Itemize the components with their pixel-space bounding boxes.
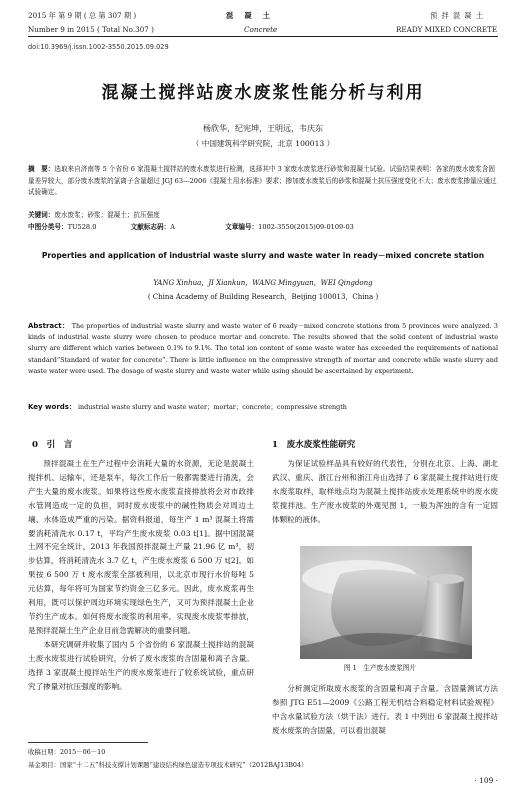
footnote-received: 收稿日期：2015－06－10 [28,748,106,756]
section-0-paragraph: 预拌混凝土在生产过程中会消耗大量的水资源，无论是混凝土搅拌机、运输车，还是泵车，每次工作后一般都需要进行清洗，会产生大量的废水废浆。如果将这些废水废浆直接排放将会对市政排水管网造成一定的负担，同时废水废浆中的碱性物质会对周边土壤、水体造成严重的污染。据资料报道，每生产 1 m³ 混凝土将需要消耗清洗水 0.17 t，平均产生废水废浆 0.03 t[1]。据中国混凝土网不完全统计，2013 年我国预拌混凝土产量 21.96 亿 m³，初步估算，将消耗清洗水 3.7 亿 t，产生废水废浆 6 500 万 t[2]。如果按 6 500 万 t 废水废浆全部被利用，以北京市现行水价每吨 5 元估算，每年将可为国家节约资金三亿多元。因此，废水废浆再生利用，既可以保护周边环境实现绿色生产，又可为预拌混凝土企业节约生产成本。如何将废水废浆的利用率、实现废水废浆零排放，是预拌混凝土生产企业目前急需解决的重要问题。 [28,459,254,635]
english-abstract-label: Abstract： [28,322,70,330]
figure-1-photo [300,546,472,659]
article-no-value: 1002-3550(2015)09-0109-03 [258,223,354,231]
page-number: · 109 · [474,776,498,785]
section-1-paragraph: 为保证试验样品具有较好的代表性，分别在北京、上海、湖北武汉、重庆、浙江台州和浙江舟山选择了 6 家混凝土搅拌站进行废水废浆取样，取样地点均为混凝土搅拌站废水处理系统中的废水废浆搅拌池。生产废水废浆的外观见图 1，一般为浑浊的含有一定固体颗粒的液体。 [272,459,498,524]
doc-code-label: 文献标志码： [130,223,171,231]
header-number: Number 9 in 2015 ( Total No.307 ) [28,25,154,34]
english-authors: YANG Xinhua，JI Xiankun，WANG Mingyuan，WEI Qingdong [153,279,373,287]
english-affiliation: ( China Academy of Building Research，Beijing 100013，China ) [147,293,379,301]
header-section-cn: 预 拌 混 凝 土 [430,11,485,20]
header-journal-en: Concrete [244,25,278,34]
footnote-rule [28,742,148,743]
english-keywords-text: industrial waste slurry and waste water；mortar；concrete；compressive strength [78,403,347,411]
section-0-heading: 0 引 言 [32,440,73,450]
section-1-body [272,457,498,527]
authors: 杨欣华，纪宪坤，王明远，韦庆东 [203,124,323,133]
doi: doi:10.3969/j.issn.1002-3550.2015.09.029 [28,43,169,51]
affiliation: （ 中国建筑科学研究院，北京 100013 ） [191,139,335,148]
section-1-heading: 1 废水废浆性能研究 [272,440,356,450]
section-1-continued [272,682,498,738]
keywords-cn-text: 废水废浆；砂浆；混凝土；抗压强度 [54,211,160,219]
english-abstract [28,321,498,377]
figure-1-caption: 图 1 生产废水废浆图片 [343,664,417,672]
classification-line [28,222,498,234]
english-keywords-label: Key words： [28,403,76,411]
header-section-en: READY MIXED CONCRETE [396,25,498,34]
keywords-cn-label: 关键词： [28,211,55,219]
clc-label: 中图分类号： [28,223,68,231]
header-rule [28,36,498,37]
section-0-paragraph: 本研究调研并收集了国内 5 个省份的 6 家混凝土搅拌站的混凝土废水废浆进行试验研究，分析了废水废浆的含固量和离子含量。选择 3 家混凝土搅拌站生产的废水废浆进行了较系统试验，重点研究了掺量对抗压强度的影响。 [28,639,254,691]
article-no-label: 文章编号： [225,223,259,231]
section-0-body [28,457,254,693]
header-issue: 2015 年 第 9 期 ( 总 第 307 期 ) [28,11,137,20]
abstract-cn-text: 选取来自济南等 5 个省份 6 家混凝土搅拌站的废水废浆进行检测，选择其中 3 家废水废浆进行砂浆和混凝土试验。试验结果表明：各家的废水废浆含固量差异较大，部分废水废浆的氯离子含量超过 JGJ 63—2006《混凝土用水标准》要求；掺加废水废浆后的砂浆和混凝土抗压强度变化不大；废水废浆掺量应通过试验确定。 [28,165,497,197]
clc-value: TU528.0 [67,223,97,231]
keywords-cn [28,210,498,222]
abstract-cn [28,164,498,199]
english-abstract-text: The properties of industrial waste slurry and waste water of 6 ready－mixed concrete stations from 5 provinces were analyzed. 3 kinds of industrial waste slurry were chosen to produce mortar and concrete. The results showed that the solid content of industrial waste slurry are different which varies between 0.1% to 9.1%. The total ion content of some waste water has exceeded the requirements of national standard“Standard of water for concrete”. There is little influence on the compressive strength of mortar and concrete while waste slurry and waste water were used. The dosage of waste slurry and waste water while using should be ascertained by experiment. [28,322,498,375]
english-keywords [28,402,498,412]
header-journal-cn: 混 凝 土 [226,11,272,20]
footnote-fund: 基金项目：国家“十二五”科技支撑计划课题“建设结构绿色建造专项技术研究”（2012BAJ13B04） [28,761,308,769]
section-1-paragraph: 分析测定所取废水废浆的含固量和离子含量。含固量测试方法参照 JTG E51—2009《公路工程无机结合料稳定材料试验规程》中含水量试验方法（烘干法）进行。表 1 中列出 6 家混凝土搅拌站废水废浆的含固量，可以看出混凝 [272,684,498,735]
doc-code-value: A [170,223,175,231]
article-title: 混凝土搅拌站废水废浆性能分析与利用 [101,83,425,103]
english-title: Properties and application of industrial waste slurry and waste water in ready－mixed concrete station [41,251,485,260]
abstract-cn-label: 摘 要： [28,165,55,173]
